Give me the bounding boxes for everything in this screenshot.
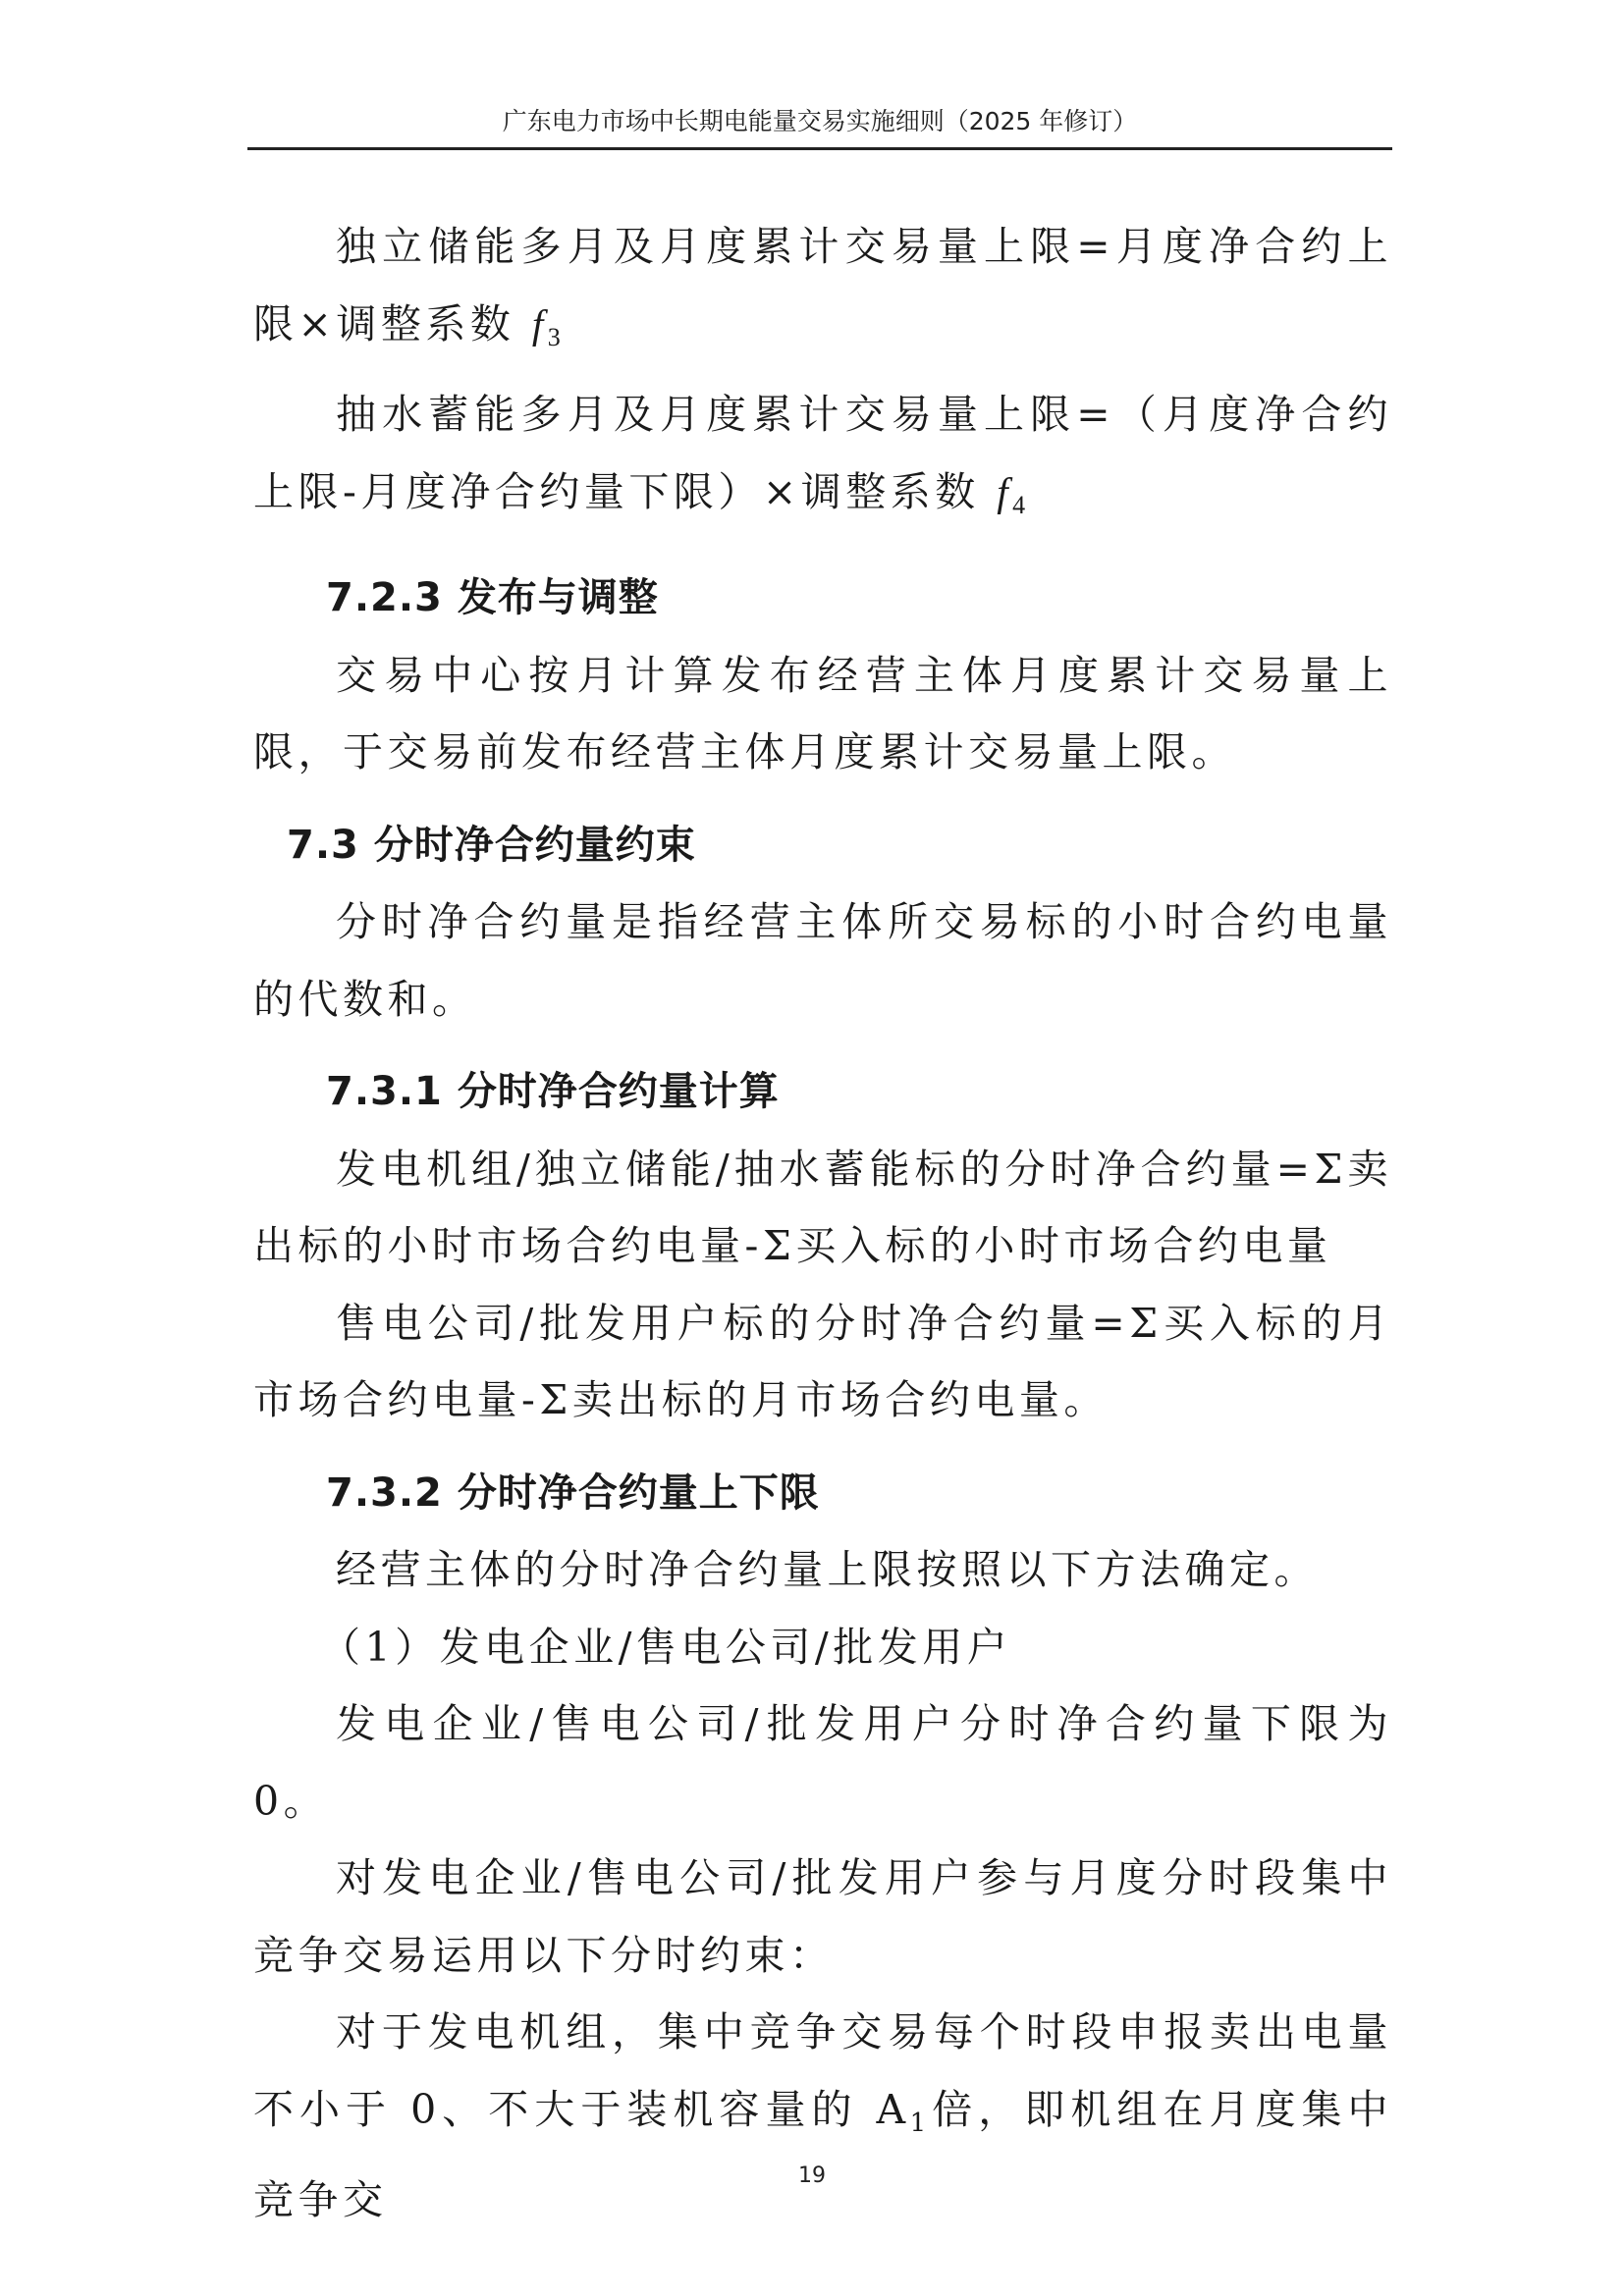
heading-7-3: 7.3 分时净合约量约束 [287, 822, 696, 868]
paragraph-storage-limit: 独立储能多月及月度累计交易量上限=月度净合约上限×调整系数 $f_3$ [253, 223, 1392, 351]
heading-7-3-2: 7.3.2 分时净合约量上下限 [326, 1469, 820, 1516]
paragraph-lower-limit: 发电企业/售电公司/批发用户分时净合约量下限为 0。 [253, 1700, 1392, 1825]
coefficient-f4: $f_4$ [997, 468, 1030, 519]
heading-7-3-1: 7.3.1 分时净合约量计算 [326, 1069, 780, 1114]
heading-7-2-3: 7.2.3 发布与调整 [326, 575, 659, 620]
paragraph-constraint: 对发电企业/售电公司/批发用户参与月度分时段集中竞争交易运用以下分时约束： [253, 1854, 1392, 1979]
paragraph-publish: 交易中心按月计算发布经营主体月度累计交易量上限，于交易前发布经营主体月度累计交易量上限。 [253, 651, 1392, 775]
paragraph-retailer-formula: 售电公司/批发用户标的分时净合约量=Σ买入标的月市场合约电量-Σ卖出标的月市场合约电量。 [253, 1299, 1392, 1423]
coefficient-f3: $f_3$ [531, 300, 566, 351]
running-header: 广东电力市场中长期电能量交易实施细则（2025 年修订） [502, 107, 1138, 135]
paragraph-method: 经营主体的分时净合约量上限按照以下方法确定。 [336, 1546, 1319, 1593]
page-number: 19 [798, 2163, 826, 2188]
subscript-1: 1 [909, 2108, 931, 2138]
paragraph-definition: 分时净合约量是指经营主体所交易标的小时合约电量的代数和。 [253, 898, 1392, 1023]
paragraph-pumped-storage-limit: 抽水蓄能多月及月度累计交易量上限=（月度净合约上限-月度净合约量下限）×调整系数 $f_4$ [253, 391, 1392, 519]
paragraph-generator-formula: 发电机组/独立储能/抽水蓄能标的分时净合约量=Σ卖出标的小时市场合约电量-Σ买入标的小时市场合约电量 [253, 1145, 1392, 1269]
header-divider [247, 147, 1392, 150]
list-item-1: （1）发电企业/售电公司/批发用户 [320, 1623, 1012, 1671]
paragraph-generator-bid: 对于发电机组，集中竞争交易每个时段申报卖出电量不小于 0、不大于装机容量的 $A_1$倍，即机组在月度集中竞争交 [253, 2008, 1392, 2223]
document-body [253, 208, 1392, 2239]
